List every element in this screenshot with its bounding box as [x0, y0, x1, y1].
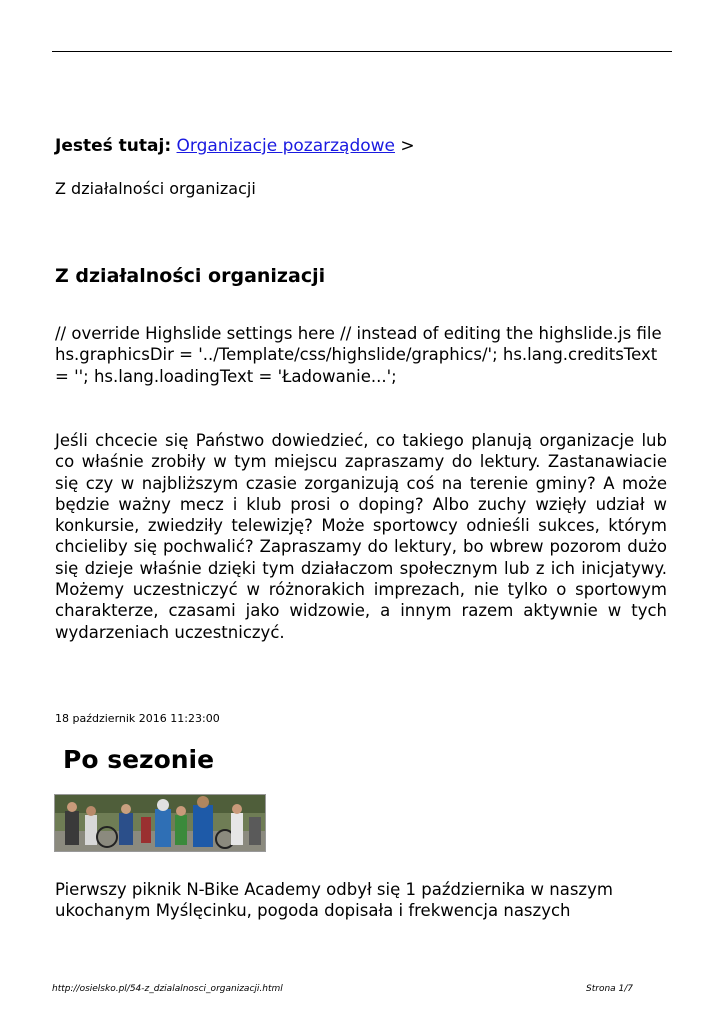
breadcrumb-prefix: Jesteś tutaj:	[55, 136, 172, 156]
footer-url: http://osielsko.pl/54-z_dzialalnosci_organizacji.html	[52, 984, 283, 994]
breadcrumb-current: Z działalności organizacji	[55, 179, 256, 198]
article-paragraph: Pierwszy piknik N-Bike Academy odbył się 1 października w naszym ukochanym Myślęcinku, pogoda dopisała i frekwencja naszych	[55, 880, 613, 921]
article-photo-image	[55, 795, 265, 851]
breadcrumb-separator: >	[400, 136, 415, 156]
script-text: // override Highslide settings here // instead of editing the highslide.js file hs.graphicsDir = '../Template/css/highslide/graphics/'; hs.lang.creditsText = ''; hs.lang.loadingText = 'Ładowanie...';	[55, 324, 662, 386]
breadcrumb	[55, 135, 415, 157]
breadcrumb-link-organizations[interactable]: Organizacje pozarządowe	[176, 136, 395, 156]
footer-page-number: Strona 1/7	[586, 984, 634, 994]
article-title: Po sezonie	[63, 745, 215, 774]
header-rule	[52, 51, 672, 52]
article-photo[interactable]	[54, 794, 266, 852]
intro-paragraph: Jeśli chcecie się Państwo dowiedzieć, co takiego planują organizacje lub co właśnie zrobiły w tym miejscu zapraszamy do lektury. Zastanawiacie się czy w najbliższym czasie zorganizują coś na terenie gminy? A może będzie ważny mecz i klub prosi o doping? Albo zuchy wzięły udział w konkursie, zwiedziły telewizję? Może sportowcy odnieśli sukces, którym chcieliby się pochwalić? Zapraszamy do lektury, bo wbrew pozorom dużo się dzieje właśnie dzięki tym działaczom społecznym lub z ich inicjatywy. Możemy uczestniczyć w różnorakich imprezach, nie tylko o sportowym charakterze, czasami jako widzowie, a innym razem aktywnie w tych wydarzeniach uczestniczyć.	[55, 431, 667, 642]
section-title: Z działalności organizacji	[55, 265, 326, 287]
article-date: 18 październik 2016 11:23:00	[55, 712, 220, 725]
